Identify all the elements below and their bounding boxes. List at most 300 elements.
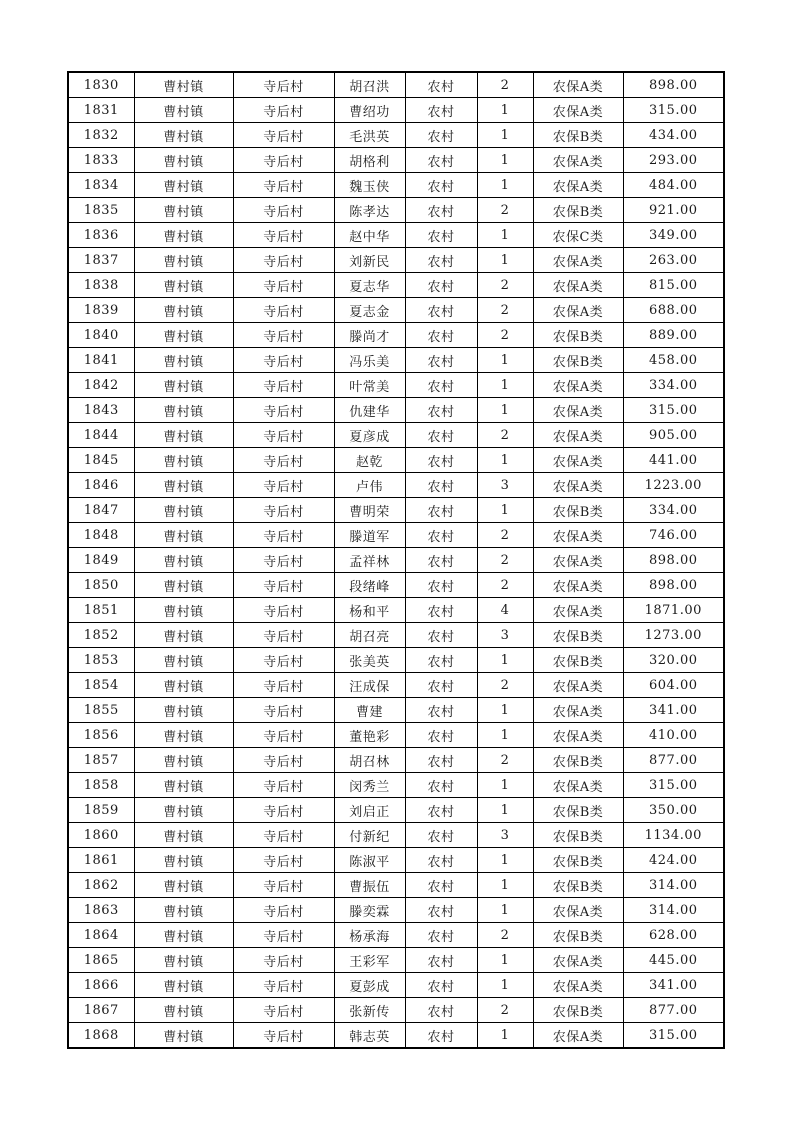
table-cell: 寺后村 [233, 923, 334, 948]
table-cell: 农保B类 [533, 623, 623, 648]
table-cell: 寺后村 [233, 523, 334, 548]
table-cell: 898.00 [623, 72, 724, 98]
table-cell: 农村 [405, 323, 477, 348]
table-cell: 汪成保 [334, 673, 405, 698]
table-cell: 曹村镇 [134, 373, 233, 398]
records-table [67, 71, 725, 1049]
table-cell: 350.00 [623, 798, 724, 823]
table-cell: 农保A类 [533, 373, 623, 398]
table-cell: 农保A类 [533, 948, 623, 973]
table-cell: 263.00 [623, 248, 724, 273]
table-cell: 410.00 [623, 723, 724, 748]
table-cell: 1871.00 [623, 598, 724, 623]
table-cell: 农村 [405, 973, 477, 998]
table-cell: 农保A类 [533, 548, 623, 573]
table-cell: 胡格利 [334, 148, 405, 173]
table-cell: 寺后村 [233, 123, 334, 148]
table-row [68, 173, 724, 198]
table-cell: 1 [477, 648, 533, 673]
table-cell: 寺后村 [233, 198, 334, 223]
table-cell: 农村 [405, 298, 477, 323]
table-cell: 434.00 [623, 123, 724, 148]
table-cell: 寺后村 [233, 548, 334, 573]
table-cell: 农村 [405, 523, 477, 548]
table-row [68, 123, 724, 148]
table-cell: 1861 [68, 848, 134, 873]
table-row [68, 573, 724, 598]
table-cell: 1 [477, 398, 533, 423]
table-cell: 315.00 [623, 98, 724, 123]
table-cell: 农保A类 [533, 248, 623, 273]
table-cell: 1 [477, 448, 533, 473]
table-cell: 卢伟 [334, 473, 405, 498]
table-cell: 1831 [68, 98, 134, 123]
table-cell: 曹村镇 [134, 998, 233, 1023]
table-cell: 寺后村 [233, 1023, 334, 1049]
table-cell: 农村 [405, 423, 477, 448]
table-cell: 农保A类 [533, 398, 623, 423]
table-cell: 寺后村 [233, 473, 334, 498]
table-cell: 胡召亮 [334, 623, 405, 648]
table-cell: 农村 [405, 698, 477, 723]
table-cell: 341.00 [623, 698, 724, 723]
table-row [68, 423, 724, 448]
table-cell: 1834 [68, 173, 134, 198]
table-cell: 滕道军 [334, 523, 405, 548]
table-row [68, 548, 724, 573]
table-row [68, 848, 724, 873]
table-cell: 农村 [405, 498, 477, 523]
table-cell: 445.00 [623, 948, 724, 973]
table-cell: 905.00 [623, 423, 724, 448]
table-row [68, 98, 724, 123]
table-cell: 寺后村 [233, 248, 334, 273]
table-cell: 农保A类 [533, 723, 623, 748]
table-cell: 3 [477, 473, 533, 498]
table-cell: 曹村镇 [134, 548, 233, 573]
table-cell: 寺后村 [233, 698, 334, 723]
table-row [68, 323, 724, 348]
table-cell: 曹绍功 [334, 98, 405, 123]
table-cell: 2 [477, 72, 533, 98]
table-cell: 315.00 [623, 398, 724, 423]
table-cell: 寺后村 [233, 998, 334, 1023]
table-cell: 寺后村 [233, 98, 334, 123]
table-cell: 曹村镇 [134, 1023, 233, 1049]
table-cell: 农村 [405, 98, 477, 123]
table-cell: 1 [477, 723, 533, 748]
records-table-body [68, 72, 724, 1048]
table-cell: 寺后村 [233, 973, 334, 998]
table-row [68, 523, 724, 548]
table-cell: 寺后村 [233, 148, 334, 173]
table-cell: 农保B类 [533, 823, 623, 848]
table-cell: 1832 [68, 123, 134, 148]
table-row [68, 1023, 724, 1049]
table-cell: 曹村镇 [134, 923, 233, 948]
table-cell: 农保A类 [533, 898, 623, 923]
table-cell: 曹村镇 [134, 898, 233, 923]
table-cell: 746.00 [623, 523, 724, 548]
table-cell: 农村 [405, 273, 477, 298]
table-cell: 夏志华 [334, 273, 405, 298]
table-cell: 曹村镇 [134, 798, 233, 823]
table-cell: 1844 [68, 423, 134, 448]
table-cell: 农保A类 [533, 573, 623, 598]
table-cell: 农保B类 [533, 323, 623, 348]
table-cell: 1841 [68, 348, 134, 373]
table-cell: 农保B类 [533, 848, 623, 873]
table-cell: 曹村镇 [134, 948, 233, 973]
table-cell: 寺后村 [233, 498, 334, 523]
table-cell: 曹村镇 [134, 248, 233, 273]
table-cell: 农保B类 [533, 923, 623, 948]
table-cell: 农村 [405, 898, 477, 923]
table-cell: 3 [477, 623, 533, 648]
table-cell: 农村 [405, 798, 477, 823]
table-cell: 1 [477, 123, 533, 148]
table-cell: 877.00 [623, 998, 724, 1023]
table-cell: 农村 [405, 123, 477, 148]
table-row [68, 748, 724, 773]
table-cell: 寺后村 [233, 72, 334, 98]
table-cell: 2 [477, 573, 533, 598]
table-row [68, 648, 724, 673]
table-cell: 董艳彩 [334, 723, 405, 748]
table-cell: 1830 [68, 72, 134, 98]
table-row [68, 973, 724, 998]
table-cell: 1223.00 [623, 473, 724, 498]
table-cell: 1 [477, 798, 533, 823]
table-cell: 寺后村 [233, 573, 334, 598]
table-cell: 334.00 [623, 373, 724, 398]
table-cell: 889.00 [623, 323, 724, 348]
table-cell: 曹建 [334, 698, 405, 723]
table-cell: 农保A类 [533, 523, 623, 548]
table-cell: 寺后村 [233, 373, 334, 398]
table-cell: 1833 [68, 148, 134, 173]
table-cell: 寺后村 [233, 448, 334, 473]
table-cell: 农村 [405, 623, 477, 648]
table-cell: 农保B类 [533, 348, 623, 373]
table-cell: 341.00 [623, 973, 724, 998]
table-cell: 424.00 [623, 848, 724, 873]
table-cell: 农保A类 [533, 773, 623, 798]
table-cell: 1853 [68, 648, 134, 673]
table-cell: 农村 [405, 473, 477, 498]
table-cell: 1845 [68, 448, 134, 473]
table-cell: 2 [477, 673, 533, 698]
table-cell: 1835 [68, 198, 134, 223]
table-cell: 1 [477, 948, 533, 973]
table-cell: 农村 [405, 748, 477, 773]
table-cell: 赵乾 [334, 448, 405, 473]
table-row [68, 473, 724, 498]
table-cell: 2 [477, 998, 533, 1023]
table-cell: 1 [477, 973, 533, 998]
table-cell: 1865 [68, 948, 134, 973]
table-cell: 刘新民 [334, 248, 405, 273]
table-cell: 曹村镇 [134, 748, 233, 773]
table-row [68, 72, 724, 98]
table-row [68, 198, 724, 223]
table-cell: 1847 [68, 498, 134, 523]
table-cell: 1 [477, 148, 533, 173]
table-cell: 刘启正 [334, 798, 405, 823]
table-cell: 农村 [405, 723, 477, 748]
table-row [68, 923, 724, 948]
table-cell: 1837 [68, 248, 134, 273]
table-cell: 1838 [68, 273, 134, 298]
table-cell: 寺后村 [233, 948, 334, 973]
table-cell: 农村 [405, 448, 477, 473]
table-cell: 农村 [405, 72, 477, 98]
table-cell: 张新传 [334, 998, 405, 1023]
table-row [68, 448, 724, 473]
table-cell: 320.00 [623, 648, 724, 673]
table-cell: 曹村镇 [134, 198, 233, 223]
table-cell: 胡召林 [334, 748, 405, 773]
table-cell: 1 [477, 348, 533, 373]
table-cell: 688.00 [623, 298, 724, 323]
table-cell: 胡召洪 [334, 72, 405, 98]
table-cell: 1860 [68, 823, 134, 848]
table-cell: 曹村镇 [134, 173, 233, 198]
table-cell: 1850 [68, 573, 134, 598]
table-cell: 寺后村 [233, 798, 334, 823]
table-cell: 农村 [405, 823, 477, 848]
table-cell: 段绪峰 [334, 573, 405, 598]
table-cell: 寺后村 [233, 898, 334, 923]
table-cell: 农保A类 [533, 98, 623, 123]
table-cell: 曹村镇 [134, 448, 233, 473]
table-cell: 农村 [405, 248, 477, 273]
table-cell: 寺后村 [233, 223, 334, 248]
table-cell: 农保B类 [533, 873, 623, 898]
table-cell: 1 [477, 373, 533, 398]
table-row [68, 248, 724, 273]
table-cell: 农村 [405, 948, 477, 973]
table-cell: 349.00 [623, 223, 724, 248]
table-cell: 1 [477, 873, 533, 898]
table-cell: 农保A类 [533, 973, 623, 998]
table-row [68, 823, 724, 848]
table-cell: 曹村镇 [134, 398, 233, 423]
table-cell: 曹村镇 [134, 773, 233, 798]
table-cell: 1843 [68, 398, 134, 423]
table-cell: 冯乐美 [334, 348, 405, 373]
table-cell: 2 [477, 523, 533, 548]
table-cell: 898.00 [623, 548, 724, 573]
table-cell: 寺后村 [233, 273, 334, 298]
table-cell: 1852 [68, 623, 134, 648]
table-cell: 杨承海 [334, 923, 405, 948]
table-cell: 1864 [68, 923, 134, 948]
table-cell: 1 [477, 223, 533, 248]
table-cell: 1846 [68, 473, 134, 498]
table-cell: 农保C类 [533, 223, 623, 248]
table-row [68, 673, 724, 698]
table-cell: 1842 [68, 373, 134, 398]
table-cell: 农保A类 [533, 273, 623, 298]
table-cell: 1851 [68, 598, 134, 623]
table-cell: 441.00 [623, 448, 724, 473]
table-cell: 农保A类 [533, 598, 623, 623]
table-cell: 曹村镇 [134, 873, 233, 898]
table-cell: 1863 [68, 898, 134, 923]
table-row [68, 773, 724, 798]
table-cell: 1 [477, 248, 533, 273]
table-cell: 1 [477, 898, 533, 923]
table-cell: 1 [477, 498, 533, 523]
table-cell: 898.00 [623, 573, 724, 598]
table-cell: 魏玉侠 [334, 173, 405, 198]
table-cell: 寺后村 [233, 648, 334, 673]
table-cell: 315.00 [623, 1023, 724, 1049]
table-cell: 458.00 [623, 348, 724, 373]
table-cell: 农保A类 [533, 148, 623, 173]
table-cell: 曹村镇 [134, 323, 233, 348]
table-cell: 农村 [405, 598, 477, 623]
table-cell: 曹村镇 [134, 573, 233, 598]
table-cell: 仇建华 [334, 398, 405, 423]
table-cell: 农保B类 [533, 498, 623, 523]
table-cell: 王彩军 [334, 948, 405, 973]
table-cell: 农村 [405, 848, 477, 873]
table-cell: 1840 [68, 323, 134, 348]
table-cell: 2 [477, 423, 533, 448]
table-cell: 604.00 [623, 673, 724, 698]
table-row [68, 598, 724, 623]
table-cell: 484.00 [623, 173, 724, 198]
table-cell: 315.00 [623, 773, 724, 798]
table-cell: 1 [477, 1023, 533, 1049]
table-cell: 农村 [405, 1023, 477, 1049]
table-cell: 曹村镇 [134, 498, 233, 523]
table-cell: 农村 [405, 373, 477, 398]
table-cell: 寺后村 [233, 673, 334, 698]
table-cell: 293.00 [623, 148, 724, 173]
table-cell: 曹振伍 [334, 873, 405, 898]
table-cell: 夏志金 [334, 298, 405, 323]
table-cell: 农村 [405, 223, 477, 248]
table-cell: 农村 [405, 348, 477, 373]
table-row [68, 898, 724, 923]
table-cell: 叶常美 [334, 373, 405, 398]
table-cell: 1856 [68, 723, 134, 748]
table-cell: 寺后村 [233, 173, 334, 198]
table-cell: 农保B类 [533, 198, 623, 223]
table-cell: 农村 [405, 923, 477, 948]
table-cell: 农保A类 [533, 1023, 623, 1049]
table-cell: 2 [477, 548, 533, 573]
table-row [68, 873, 724, 898]
table-cell: 1 [477, 698, 533, 723]
table-cell: 2 [477, 298, 533, 323]
table-cell: 曹村镇 [134, 98, 233, 123]
table-cell: 农保A类 [533, 298, 623, 323]
table-cell: 1858 [68, 773, 134, 798]
table-cell: 815.00 [623, 273, 724, 298]
table-cell: 农保A类 [533, 423, 623, 448]
table-cell: 寺后村 [233, 773, 334, 798]
table-cell: 4 [477, 598, 533, 623]
table-cell: 寺后村 [233, 323, 334, 348]
table-cell: 寺后村 [233, 298, 334, 323]
table-cell: 陈孝达 [334, 198, 405, 223]
table-cell: 滕奕霖 [334, 898, 405, 923]
table-cell: 寺后村 [233, 623, 334, 648]
table-cell: 农保B类 [533, 748, 623, 773]
table-cell: 杨和平 [334, 598, 405, 623]
table-cell: 314.00 [623, 873, 724, 898]
table-cell: 寺后村 [233, 723, 334, 748]
table-row [68, 223, 724, 248]
table-cell: 夏彦成 [334, 423, 405, 448]
table-cell: 2 [477, 273, 533, 298]
table-cell: 曹村镇 [134, 123, 233, 148]
table-row [68, 498, 724, 523]
table-cell: 曹村镇 [134, 298, 233, 323]
table-cell: 1 [477, 848, 533, 873]
table-cell: 1862 [68, 873, 134, 898]
table-cell: 寺后村 [233, 873, 334, 898]
table-cell: 曹村镇 [134, 823, 233, 848]
table-cell: 寺后村 [233, 598, 334, 623]
table-cell: 滕尚才 [334, 323, 405, 348]
table-cell: 曹村镇 [134, 523, 233, 548]
table-cell: 3 [477, 823, 533, 848]
table-cell: 曹村镇 [134, 223, 233, 248]
table-cell: 1868 [68, 1023, 134, 1049]
table-cell: 1867 [68, 998, 134, 1023]
table-cell: 曹村镇 [134, 348, 233, 373]
table-cell: 1848 [68, 523, 134, 548]
table-cell: 农保A类 [533, 173, 623, 198]
table-cell: 1273.00 [623, 623, 724, 648]
table-cell: 曹村镇 [134, 598, 233, 623]
table-cell: 毛洪英 [334, 123, 405, 148]
table-cell: 曹村镇 [134, 148, 233, 173]
table-row [68, 298, 724, 323]
table-cell: 农村 [405, 998, 477, 1023]
table-cell: 1849 [68, 548, 134, 573]
table-cell: 寺后村 [233, 748, 334, 773]
table-row [68, 723, 724, 748]
table-row [68, 398, 724, 423]
table-row [68, 348, 724, 373]
table-cell: 农村 [405, 873, 477, 898]
table-row [68, 273, 724, 298]
table-cell: 314.00 [623, 898, 724, 923]
table-cell: 寺后村 [233, 348, 334, 373]
table-cell: 曹村镇 [134, 848, 233, 873]
table-cell: 寺后村 [233, 848, 334, 873]
table-cell: 2 [477, 923, 533, 948]
table-row [68, 998, 724, 1023]
table-cell: 农村 [405, 773, 477, 798]
table-cell: 孟祥林 [334, 548, 405, 573]
table-cell: 曹村镇 [134, 273, 233, 298]
table-cell: 农村 [405, 648, 477, 673]
table-cell: 曹村镇 [134, 973, 233, 998]
table-cell: 曹村镇 [134, 423, 233, 448]
table-cell: 农村 [405, 198, 477, 223]
table-cell: 1855 [68, 698, 134, 723]
table-row [68, 798, 724, 823]
table-cell: 877.00 [623, 748, 724, 773]
table-cell: 赵中华 [334, 223, 405, 248]
